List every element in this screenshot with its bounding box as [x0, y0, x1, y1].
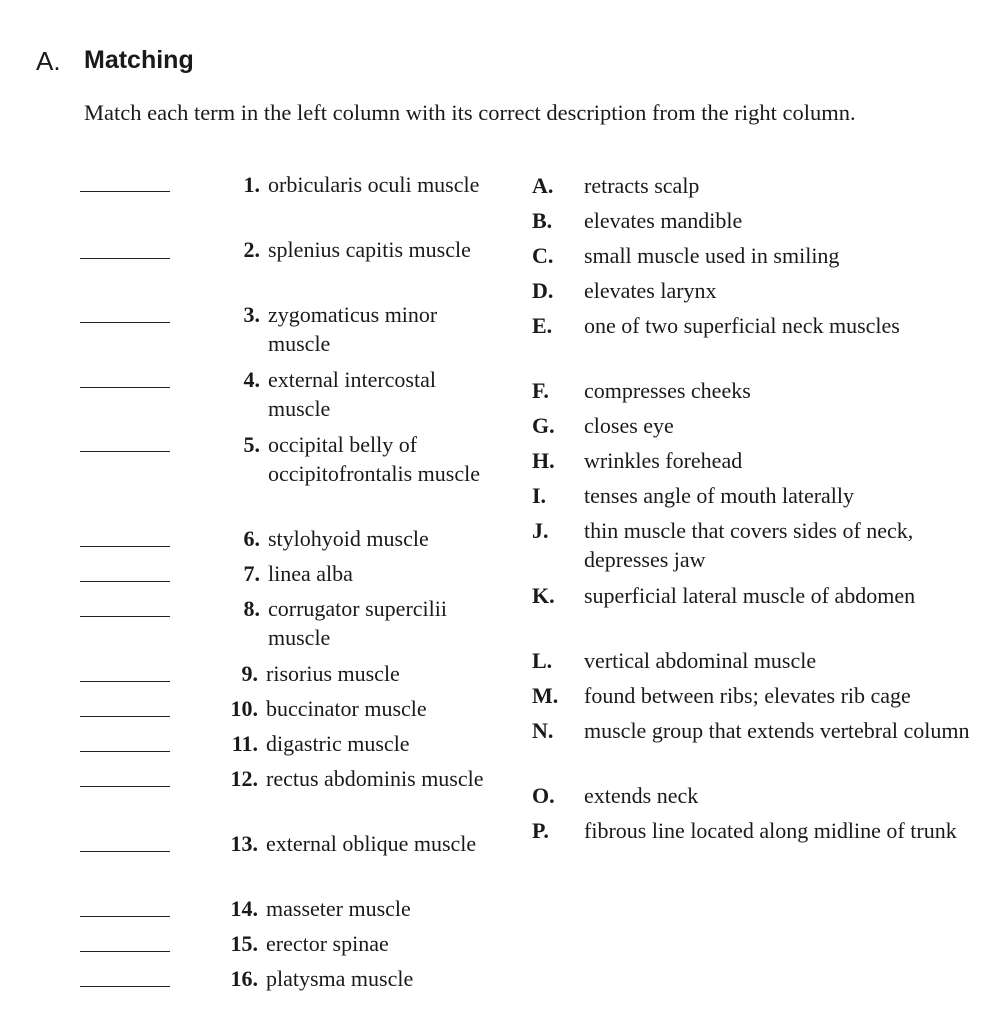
term-number: 12.: [230, 766, 258, 791]
definition-letter: G.: [532, 413, 555, 438]
term-text: occipital belly of occipitofrontalis muscle: [268, 432, 480, 486]
definition-text: elevates mandible: [584, 208, 743, 233]
term-number: 3.: [243, 302, 260, 327]
term-item: [231, 729, 491, 758]
term-text: masseter muscle: [266, 896, 411, 921]
answer-blank[interactable]: [80, 546, 170, 547]
definition-text: extends neck: [584, 783, 699, 808]
definition-letter: J.: [532, 518, 549, 543]
term-item: [230, 764, 491, 793]
term-item: [243, 430, 493, 488]
definition-text: fibrous line located along midline of trunk: [584, 818, 957, 843]
term-number: 8.: [243, 596, 260, 621]
definition-text: muscle group that extends vertebral column: [584, 718, 970, 743]
answer-blank[interactable]: [80, 851, 170, 852]
answer-blank[interactable]: [80, 581, 170, 582]
section-title: Matching: [84, 46, 194, 74]
definition-letter: D.: [532, 278, 554, 303]
term-text: platysma muscle: [266, 966, 414, 991]
definition-text: small muscle used in smiling: [584, 243, 840, 268]
term-text: buccinator muscle: [266, 696, 427, 721]
term-item: [230, 694, 491, 723]
term-text: risorius muscle: [266, 661, 400, 686]
term-item: [243, 524, 493, 553]
term-number: 10.: [230, 696, 258, 721]
term-item: [243, 300, 493, 358]
term-number: 15.: [230, 931, 258, 956]
term-item: [243, 594, 493, 652]
definition-letter: O.: [532, 783, 555, 808]
definition-letter: L.: [532, 648, 553, 673]
term-text: external oblique muscle: [266, 831, 477, 856]
definition-letter: B.: [532, 208, 553, 233]
definition-letter: A.: [532, 173, 554, 198]
answer-blank[interactable]: [80, 681, 170, 682]
answer-blank[interactable]: [80, 191, 170, 192]
term-number: 6.: [243, 526, 260, 551]
term-item: [230, 964, 491, 993]
answer-blank[interactable]: [80, 322, 170, 323]
answer-blank[interactable]: [80, 986, 170, 987]
term-item: [243, 559, 493, 588]
term-text: zygomaticus minor muscle: [268, 302, 438, 356]
definition-letter: M.: [532, 683, 559, 708]
answer-blank[interactable]: [80, 716, 170, 717]
definition-letter: H.: [532, 448, 555, 473]
term-item: [241, 659, 491, 688]
definition-letter: I.: [532, 483, 547, 508]
term-number: 16.: [230, 966, 258, 991]
answer-blank[interactable]: [80, 751, 170, 752]
term-number: 11.: [231, 731, 258, 756]
term-number: 2.: [243, 237, 260, 262]
definition-text: found between ribs; elevates rib cage: [584, 683, 911, 708]
term-text: external intercostal muscle: [268, 367, 436, 421]
answer-blank[interactable]: [80, 616, 170, 617]
term-number: 13.: [230, 831, 258, 856]
term-text: digastric muscle: [266, 731, 410, 756]
answer-blank[interactable]: [80, 451, 170, 452]
term-item: [243, 170, 493, 199]
definition-letter: F.: [532, 378, 549, 403]
term-number: 4.: [243, 367, 260, 392]
term-number: 9.: [241, 661, 258, 686]
definition-text: thin muscle that covers sides of neck, depresses jaw: [584, 518, 914, 572]
answer-blank[interactable]: [80, 786, 170, 787]
section-letter: A.: [36, 46, 61, 76]
term-item: [243, 365, 493, 423]
term-text: linea alba: [268, 561, 353, 586]
definition-letter: E.: [532, 313, 553, 338]
term-item: [230, 929, 491, 958]
definition-text: elevates larynx: [584, 278, 717, 303]
term-text: splenius capitis muscle: [268, 237, 471, 262]
term-text: stylohyoid muscle: [268, 526, 429, 551]
definition-text: tenses angle of mouth laterally: [584, 483, 855, 508]
definition-text: wrinkles forehead: [584, 448, 743, 473]
definition-letter: P.: [532, 818, 549, 843]
definition-letter: N.: [532, 718, 554, 743]
definition-letter: C.: [532, 243, 554, 268]
definition-text: one of two superficial neck muscles: [584, 313, 900, 338]
term-item: [230, 894, 491, 923]
definition-text: compresses cheeks: [584, 378, 751, 403]
definition-text: vertical abdominal muscle: [584, 648, 817, 673]
definition-text: retracts scalp: [584, 173, 700, 198]
answer-blank[interactable]: [80, 387, 170, 388]
answer-blank[interactable]: [80, 916, 170, 917]
term-item: [230, 829, 491, 858]
term-number: 14.: [230, 896, 258, 921]
answer-blank[interactable]: [80, 258, 170, 259]
term-text: erector spinae: [266, 931, 389, 956]
term-number: 7.: [243, 561, 260, 586]
term-text: corrugator supercilii muscle: [268, 596, 447, 650]
answer-blank[interactable]: [80, 951, 170, 952]
definition-text: superficial lateral muscle of abdomen: [584, 583, 916, 608]
term-item: [243, 235, 493, 264]
instructions: Match each term in the left column with its correct description from the right column.: [84, 100, 856, 125]
term-number: 5.: [243, 432, 260, 457]
term-text: rectus abdominis muscle: [266, 766, 484, 791]
term-number: 1.: [243, 172, 260, 197]
definition-letter: K.: [532, 583, 555, 608]
definition-text: closes eye: [584, 413, 674, 438]
term-text: orbicularis oculi muscle: [268, 172, 480, 197]
